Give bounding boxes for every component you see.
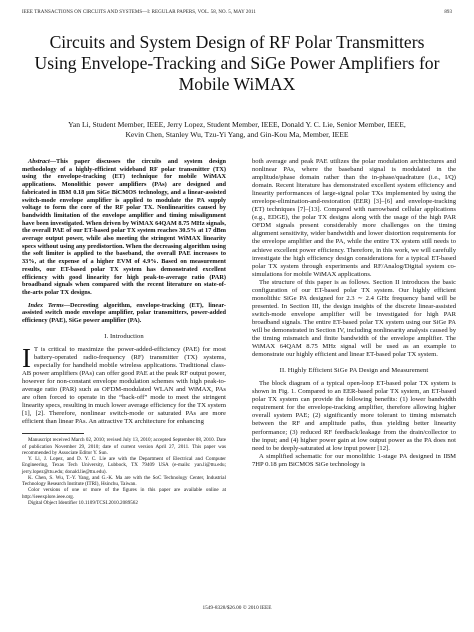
intro-paragraph (22, 342, 226, 426)
index-terms-text: Decresting algorithm, envelope-tracking (ET), linear-assisted switch mode envelope amplifier, polar transmitters, power-added efficiency (PAE), SiGe power amplifier (PA). (22, 301, 226, 325)
footnote-divider (22, 433, 84, 434)
running-header (22, 10, 452, 15)
section-heading-pa-design: II. Highly Efficient SiGe PA Design and Measurement (279, 367, 429, 375)
author-list (40, 120, 434, 140)
intro-paragraph-text: T is critical to maximize the power-added-efficiency (PAE) for most battery-operated radio-frequency (RF) transmitter (TX) systems, especially for handheld mobile wireless applications. Traditional class-AB power amplifiers (PAs) can offer good PAE at the peak RF output power, however for non-constant envelope modulation schemes with high peak-to-average ratio (PAR) such as OFDM-modulated WLAN and WiMAX, PAs are often forced to operate in the “back-off” mode to meet the stringent linearity specs, resulting in much lower average efficiency for the TX system [1], [2]. Therefore, nonlinear switch-mode or saturated PAs are more efficient than linear PAs. An attractive TX architecture for enhancing (22, 345, 226, 426)
abstract (22, 158, 226, 297)
journal-name: IEEE TRANSACTIONS ON CIRCUITS AND SYSTEMS—I: REGULAR PAPERS, VOL. 58, NO. 5, MAY 2011 (22, 10, 256, 15)
page-number: 893 (444, 10, 452, 15)
footnote-doi: Digital Object Identifier 10.1109/TCSI.2010.2089562 (28, 499, 138, 506)
copyright-footer: 1549-8328/$26.00 © 2010 IEEE (202, 605, 272, 611)
abstract-text: This paper discusses the circuits and system design methodology of a highly-efficient wideband RF polar transmitter (TX) using the envelope-tracking (ET) technique for mobile WiMAX applications. Monolithic power amplifiers (PAs) are designed and fabricated in IBM 0.18 μm SiGe BiCMOS technology, and a linear-assisted switch-mode envelope amplifier is applied to modulate the PA supply voltage to form the core of the RF polar TX. Nonlinearities caused by bandwidth limitation of the envelope amplifier and timing misalignment have been investigated. When driven by WiMAX 64QAM 8.75 MHz signals, the overall PAE of our ET-based polar TX system reaches 30.5% at 17 dBm average output power, while also meeting the stringent WiMAX linearity specs without using any predistortion. When the decreasing algorithm using the soft limiter is applied to the baseband, the overall PAE increases to 33%, at the expense of a higher EVM of 4.9%. Based on measurement results, our ET-based polar TX system has demonstrated excellent efficiency with good linearity for high peak-to-average ratio (PAR) broadband signals when compared with the recent literature on state-of-the-arts polar TX designs. (22, 158, 226, 296)
index-terms (22, 302, 226, 325)
body-paragraph-4: A simplified schematic for our monolithic 1-stage PA designed in IBM 7HP 0.18 μm BiCMOS SiGe technology is (252, 452, 456, 468)
body-paragraph-2: The structure of this paper is as follows. Section II introduces the basic configuration of our ET-based polar TX system. Our highly efficient monolithic SiGe PA designed for 2.3 ∼ 2.4 GHz frequency band will be presented. In Section III, the design insights of the discrete linear-assisted switch-mode envelope amplifier will be investigated for high PAR broadband signals. The entire ET-based polar TX system using our SiGe PA will be demonstrated in Section IV, including nonlinearity analysis caused by the timing mismatch and finite bandwidth of the envelope amplifier. The WiMAX 64QAM 8.75 MHz signal will be used as an example to demonstrate our highly efficient and linear ET-based polar TX system. (252, 278, 456, 359)
body-paragraph-3: The block diagram of a typical open-loop ET-based polar TX system is shown in Fig. 1. Compared to an EER-based polar TX system, an ET-based polar TX system can provide the following benefits: (1) lower bandwidth requirement for the envelope-tracking amplifier, therefore allowing higher overall system PAE; (2) significantly more tolerant to timing mismatch between the RF and amplitude paths, thus yielding better linearity performance; (3) reduced RF feedback/leakage from the drain/collector to the input; and (4) higher power gain at low output power as the PA does not need to be deeply-saturated at low input power [12]. (252, 380, 456, 452)
footnote-itri-authors: K. Chen, S. Wu, T.-Y. Yang, and G.-K. Ma are with the SoC Technology Center, Industrial Technology Research Institute (ITRI), Hsinchu, Taiwan. (22, 474, 226, 488)
drop-cap: I (22, 342, 31, 373)
left-column (22, 158, 226, 506)
footnote-color-versions: Color versions of one or more of the figures in this paper are available online at http://ieeexplore.ieee.org. (22, 487, 226, 500)
body-paragraph-1: both average and peak PAE utilizes the polar modulation architectures and nonlinear PAs, where the baseband signal is modulated in the amplitude/phase domain rather than the in-phase/quadrature (i.e., I/Q) domain. Recent literature has demonstrated excellent system efficiency and linearity performances of large-signal polar TXs implemented by using the envelope-elimination-and-restoration (EER) [3]–[6] and envelope-tracking (ET) techniques [7]–[13]. Compared with narrowband cellular applications (e.g., EDGE), the polar TX designs along with the usage of the high PAR OFDM signals present considerably more challenges on the timing alignment sensitivity, wider bandwidth and lower distortion requirements for the envelope amplifier and the PA, while the entire TX system still needs to achieve excellent power efficiency. Therefore, in this work, we will carefully investigate the high efficiency design considerations for a typical ET-based polar TX system through experiments and RF/Analog/Digital system co-simulations for mobile WiMAX applications. (252, 158, 456, 278)
footnote-ttu-authors: Y. Li, J. Lopez, and D. Y. C. Lie are with the Department of Electrical and Computer Engineering, Texas Tech University, Lubbock, TX 79409 USA (e-mails: yan.li@ttu.edu; jerry.lopez@ttu.edu; donald.lie@ttu.edu). (22, 456, 226, 475)
section-heading-introduction: I. Introduction (104, 332, 144, 340)
right-column (252, 158, 456, 469)
authors-line-1: Yan Li, Student Member, IEEE, Jerry Lopez, Student Member, IEEE, Donald Y. C. Lie, Senior Member, IEEE, (68, 120, 406, 129)
index-terms-label: Index Terms— (28, 301, 71, 309)
paper-title: Circuits and System Design of RF Polar Transmitters Using Envelope-Tracking and SiGe Power Amplifiers for Mobile WiMAX (34, 32, 440, 94)
footnote-manuscript: Manuscript received March 02, 2010; revised July 13, 2010; accepted September 08, 2010. Date of publication November 29, 2010; date of current version April 27, 2011. This paper was recommended by Associate Editor Y. Sun. (22, 437, 226, 456)
authors-line-2: Kevin Chen, Stanley Wu, Tzu-Yi Yang, and Gin-Kou Ma, Member, IEEE (125, 130, 349, 139)
abstract-label: Abstract— (28, 158, 56, 165)
